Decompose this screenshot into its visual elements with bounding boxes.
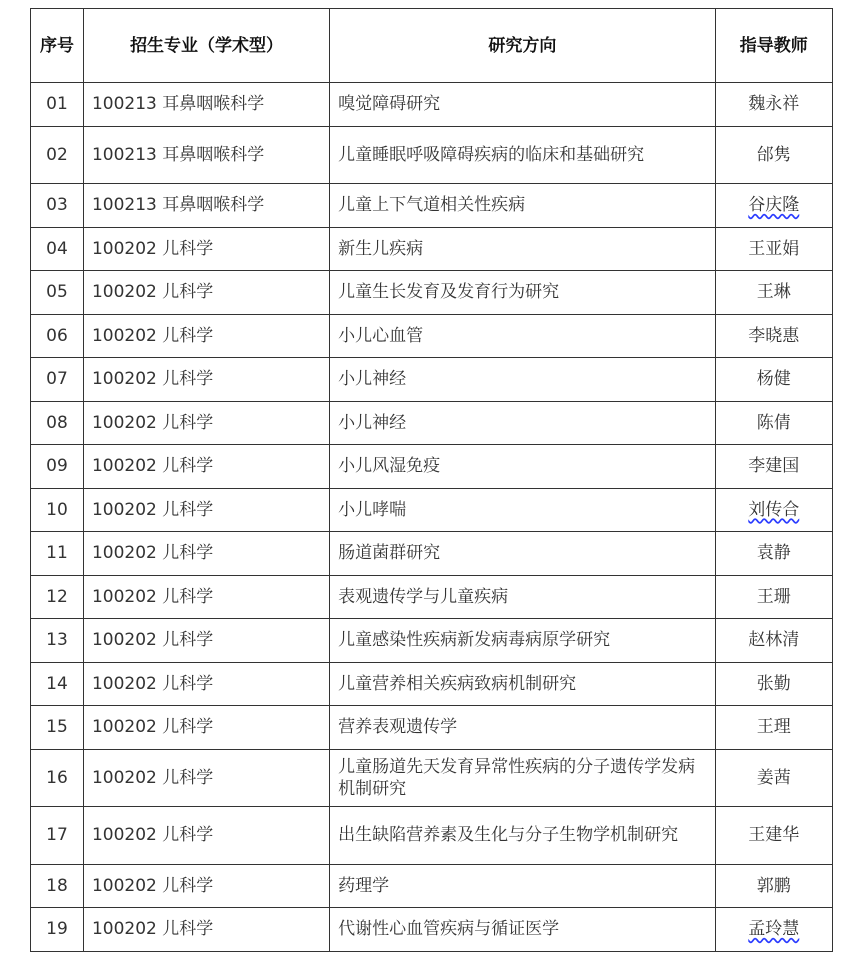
row-teacher-text: 刘传合: [748, 499, 800, 520]
row-number: [31, 619, 84, 663]
header-row: [31, 9, 833, 83]
row-direction: [330, 575, 715, 619]
header-teacher: 指导教师: [715, 9, 832, 83]
row-direction: [330, 662, 715, 706]
row-teacher-text: 谷庆隆: [748, 195, 800, 216]
row-major-text: 100202 儿科学: [91, 543, 214, 564]
row-major-text: 100213 耳鼻咽喉科学: [91, 144, 265, 165]
row-number-text: 13: [46, 630, 68, 651]
row-teacher-text: 孟玲慧: [748, 919, 800, 940]
row-teacher: [715, 749, 832, 807]
row-number: [31, 749, 84, 807]
row-direction: [330, 401, 715, 445]
row-teacher-text: 王理: [756, 717, 791, 738]
row-teacher-text: 李建国: [748, 456, 800, 477]
row-teacher: [715, 445, 832, 489]
row-direction-text: 药理学: [338, 875, 390, 896]
row-number-text: 07: [46, 369, 68, 390]
row-number: [31, 401, 84, 445]
table-row: [31, 908, 833, 952]
row-number: [31, 314, 84, 358]
row-number-text: 06: [46, 325, 68, 346]
row-direction: [330, 83, 715, 127]
row-number: [31, 488, 84, 532]
row-teacher: [715, 908, 832, 952]
row-major-text: 100202 儿科学: [91, 412, 214, 433]
row-major-text: 100202 儿科学: [91, 456, 214, 477]
table-row: [31, 314, 833, 358]
row-teacher: [715, 807, 832, 865]
row-major: [83, 358, 329, 402]
row-direction-text: 小儿神经: [338, 369, 407, 390]
row-number-text: 02: [46, 144, 68, 165]
row-teacher-text: 王建华: [748, 825, 800, 846]
row-teacher: [715, 184, 832, 228]
header-no: 序号: [31, 9, 84, 83]
table-row: [31, 864, 833, 908]
row-direction-text: 小儿哮喘: [338, 499, 407, 520]
row-teacher-text: 姜茜: [756, 767, 791, 788]
row-number-text: 11: [46, 543, 68, 564]
row-direction-text: 表观遗传学与儿童疾病: [338, 586, 509, 607]
row-direction: [330, 184, 715, 228]
row-number: [31, 706, 84, 750]
row-direction-text: 小儿神经: [338, 412, 407, 433]
row-number-text: 03: [46, 195, 68, 216]
row-major: [83, 807, 329, 865]
row-number: [31, 227, 84, 271]
row-number-text: 08: [46, 412, 68, 433]
row-major: [83, 662, 329, 706]
row-number-text: 15: [46, 717, 68, 738]
table-row: [31, 184, 833, 228]
row-number-text: 12: [46, 586, 68, 607]
table-row: [31, 706, 833, 750]
row-direction-text: 儿童感染性疾病新发病毒病原学研究: [338, 630, 611, 651]
row-number: [31, 908, 84, 952]
row-teacher: [715, 662, 832, 706]
row-teacher-text: 王珊: [756, 586, 791, 607]
table-row: [31, 619, 833, 663]
row-major: [83, 706, 329, 750]
row-teacher: [715, 401, 832, 445]
row-direction-text: 新生儿疾病: [338, 238, 424, 259]
row-number-text: 05: [46, 282, 68, 303]
row-major-text: 100202 儿科学: [91, 717, 214, 738]
row-major-text: 100202 儿科学: [91, 919, 214, 940]
row-major-text: 100202 儿科学: [91, 282, 214, 303]
row-direction: [330, 445, 715, 489]
row-major: [83, 908, 329, 952]
row-teacher-text: 王亚娟: [748, 238, 800, 259]
row-teacher: [715, 314, 832, 358]
row-direction: [330, 807, 715, 865]
row-number-text: 19: [46, 919, 68, 940]
row-major: [83, 445, 329, 489]
table-row: [31, 575, 833, 619]
row-major-text: 100202 儿科学: [91, 499, 214, 520]
table-row: [31, 662, 833, 706]
row-teacher-text: 王琳: [756, 282, 791, 303]
row-direction: [330, 488, 715, 532]
row-number: [31, 864, 84, 908]
row-teacher: [715, 227, 832, 271]
table-row: [31, 271, 833, 315]
row-direction: [330, 706, 715, 750]
row-major-text: 100202 儿科学: [91, 325, 214, 346]
row-major: [83, 864, 329, 908]
row-major: [83, 532, 329, 576]
row-major: [83, 488, 329, 532]
row-major-text: 100213 耳鼻咽喉科学: [91, 195, 265, 216]
row-teacher-text: 张勤: [756, 673, 791, 694]
header-major: 招生专业（学术型）: [83, 9, 329, 83]
row-teacher: [715, 864, 832, 908]
row-direction: [330, 358, 715, 402]
table-row: [31, 126, 833, 184]
row-major-text: 100202 儿科学: [91, 369, 214, 390]
row-direction-text: 儿童睡眠呼吸障碍疾病的临床和基础研究: [338, 144, 645, 165]
row-teacher: [715, 126, 832, 184]
row-teacher: [715, 532, 832, 576]
table-row: [31, 445, 833, 489]
row-major: [83, 227, 329, 271]
row-major-text: 100202 儿科学: [91, 767, 214, 788]
row-direction-text: 肠道菌群研究: [338, 543, 441, 564]
row-direction: [330, 532, 715, 576]
row-direction: [330, 126, 715, 184]
row-number-text: 10: [46, 499, 68, 520]
row-major-text: 100202 儿科学: [91, 630, 214, 651]
table-row: [31, 532, 833, 576]
row-direction: [330, 619, 715, 663]
row-direction-text: 代谢性心血管疾病与循证医学: [338, 919, 560, 940]
row-teacher-text: 袁静: [756, 543, 791, 564]
table-row: [31, 83, 833, 127]
table-row: [31, 749, 833, 807]
row-direction: [330, 749, 715, 807]
row-direction-text: 营养表观遗传学: [338, 717, 458, 738]
row-number: [31, 184, 84, 228]
row-major: [83, 401, 329, 445]
table-row: [31, 401, 833, 445]
row-teacher: [715, 271, 832, 315]
supervisor-table: [30, 8, 833, 952]
row-number-text: 01: [46, 94, 68, 115]
row-teacher: [715, 706, 832, 750]
row-number: [31, 358, 84, 402]
row-major: [83, 749, 329, 807]
row-teacher-text: 赵林清: [748, 630, 800, 651]
row-direction-text: 小儿心血管: [338, 325, 424, 346]
row-major: [83, 314, 329, 358]
row-teacher-text: 魏永祥: [748, 94, 800, 115]
header-direction: 研究方向: [330, 9, 715, 83]
row-direction-text: 儿童生长发育及发育行为研究: [338, 282, 560, 303]
row-number: [31, 662, 84, 706]
row-direction: [330, 864, 715, 908]
row-number-text: 16: [46, 767, 68, 788]
row-major: [83, 126, 329, 184]
row-major-text: 100213 耳鼻咽喉科学: [91, 94, 265, 115]
row-number-text: 04: [46, 238, 68, 259]
row-direction: [330, 271, 715, 315]
row-teacher-text: 李晓惠: [748, 325, 800, 346]
row-number: [31, 445, 84, 489]
row-major-text: 100202 儿科学: [91, 673, 214, 694]
row-major-text: 100202 儿科学: [91, 825, 214, 846]
row-teacher-text: 邰隽: [756, 144, 791, 165]
table-row: [31, 807, 833, 865]
row-number: [31, 575, 84, 619]
row-direction-text: 儿童营养相关疾病致病机制研究: [338, 673, 577, 694]
row-number: [31, 271, 84, 315]
row-teacher: [715, 619, 832, 663]
row-teacher-text: 郭鹏: [756, 875, 791, 896]
row-direction-text: 儿童上下气道相关性疾病: [338, 195, 526, 216]
row-major: [83, 575, 329, 619]
row-direction-text: 出生缺陷营养素及生化与分子生物学机制研究: [338, 825, 679, 846]
row-number: [31, 807, 84, 865]
row-major: [83, 619, 329, 663]
row-teacher: [715, 83, 832, 127]
row-major: [83, 184, 329, 228]
row-teacher-text: 陈倩: [756, 412, 791, 433]
row-major: [83, 271, 329, 315]
row-major-text: 100202 儿科学: [91, 238, 214, 259]
row-teacher-text: 杨健: [756, 369, 791, 390]
table-row: [31, 488, 833, 532]
row-number-text: 17: [46, 825, 68, 846]
row-direction: [330, 227, 715, 271]
table-row: [31, 227, 833, 271]
row-major: [83, 83, 329, 127]
row-number: [31, 83, 84, 127]
row-number-text: 14: [46, 673, 68, 694]
row-number: [31, 126, 84, 184]
row-major-text: 100202 儿科学: [91, 875, 214, 896]
row-teacher: [715, 575, 832, 619]
row-direction: [330, 314, 715, 358]
row-direction: [330, 908, 715, 952]
row-direction-text: 小儿风湿免疫: [338, 456, 441, 477]
row-major-text: 100202 儿科学: [91, 586, 214, 607]
row-teacher: [715, 358, 832, 402]
row-number-text: 09: [46, 456, 68, 477]
row-direction-text: 儿童肠道先天发育异常性疾病的分子遗传学发病机制研究: [338, 756, 696, 799]
row-number: [31, 532, 84, 576]
table-row: [31, 358, 833, 402]
row-teacher: [715, 488, 832, 532]
row-number-text: 18: [46, 875, 68, 896]
row-direction-text: 嗅觉障碍研究: [338, 94, 441, 115]
